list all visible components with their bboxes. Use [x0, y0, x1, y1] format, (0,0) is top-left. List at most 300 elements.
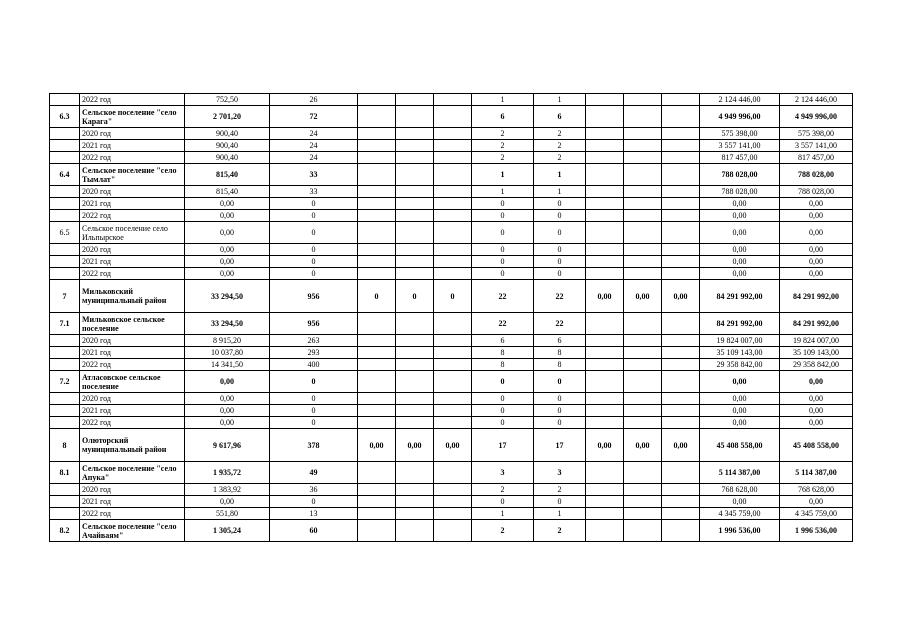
value-cell: 4 949 996,00: [780, 106, 853, 128]
value-cell: [358, 106, 396, 128]
value-cell: [624, 106, 662, 128]
value-cell: [624, 210, 662, 222]
value-cell: 3 557 141,00: [780, 140, 853, 152]
row-number-cell: [50, 417, 80, 429]
value-cell: [358, 313, 396, 335]
value-cell: 0: [270, 417, 358, 429]
value-cell: 0: [534, 198, 586, 210]
value-cell: 0: [534, 256, 586, 268]
value-cell: [586, 164, 624, 186]
value-cell: 2: [472, 140, 534, 152]
value-cell: [586, 152, 624, 164]
row-number-cell: [50, 335, 80, 347]
value-cell: 0: [270, 222, 358, 244]
value-cell: 84 291 992,00: [700, 280, 780, 313]
value-cell: [358, 152, 396, 164]
value-cell: 17: [472, 429, 534, 462]
row-name-cell: Сельское поселение село Ильпырское: [80, 222, 185, 244]
value-cell: 17: [534, 429, 586, 462]
value-cell: [662, 244, 700, 256]
value-cell: 0,00: [780, 371, 853, 393]
value-cell: 263: [270, 335, 358, 347]
value-cell: [358, 417, 396, 429]
value-cell: [358, 520, 396, 542]
value-cell: [586, 186, 624, 198]
value-cell: 788 028,00: [780, 186, 853, 198]
value-cell: [358, 198, 396, 210]
row-name-cell: 2022 год: [80, 152, 185, 164]
row-number-cell: [50, 484, 80, 496]
value-cell: 2: [534, 152, 586, 164]
value-cell: 815,40: [185, 186, 270, 198]
row-number-cell: [50, 152, 80, 164]
value-cell: [662, 508, 700, 520]
value-cell: [586, 198, 624, 210]
value-cell: 0: [472, 496, 534, 508]
value-cell: [396, 164, 434, 186]
value-cell: 0,00: [700, 496, 780, 508]
value-cell: 900,40: [185, 128, 270, 140]
value-cell: [662, 164, 700, 186]
table-row: [50, 484, 853, 496]
row-number-cell: [50, 508, 80, 520]
value-cell: 2: [472, 484, 534, 496]
value-cell: 2 701,20: [185, 106, 270, 128]
value-cell: [586, 496, 624, 508]
value-cell: [434, 152, 472, 164]
table-row: [50, 244, 853, 256]
value-cell: [434, 222, 472, 244]
value-cell: [434, 335, 472, 347]
value-cell: [624, 222, 662, 244]
table-row: [50, 335, 853, 347]
value-cell: [662, 371, 700, 393]
value-cell: [434, 244, 472, 256]
row-number-cell: [50, 186, 80, 198]
value-cell: [358, 393, 396, 405]
row-name-cell: 2021 год: [80, 405, 185, 417]
value-cell: 3: [472, 462, 534, 484]
table-row: [50, 371, 853, 393]
value-cell: 35 109 143,00: [780, 347, 853, 359]
value-cell: [434, 359, 472, 371]
table-row: [50, 256, 853, 268]
value-cell: 1: [534, 508, 586, 520]
value-cell: 788 028,00: [780, 164, 853, 186]
value-cell: [358, 94, 396, 106]
row-number-cell: [50, 210, 80, 222]
value-cell: 900,40: [185, 152, 270, 164]
value-cell: [624, 94, 662, 106]
row-number-cell: [50, 393, 80, 405]
value-cell: 0,00: [700, 393, 780, 405]
value-cell: 0,00: [700, 210, 780, 222]
table-row: [50, 186, 853, 198]
table-row: [50, 429, 853, 462]
row-name-cell: 2020 год: [80, 484, 185, 496]
row-number-cell: [50, 198, 80, 210]
value-cell: [624, 417, 662, 429]
value-cell: 0,00: [780, 198, 853, 210]
value-cell: [586, 268, 624, 280]
value-cell: [662, 347, 700, 359]
value-cell: 0,00: [586, 429, 624, 462]
value-cell: 2: [472, 520, 534, 542]
value-cell: [434, 268, 472, 280]
value-cell: [662, 393, 700, 405]
value-cell: 72: [270, 106, 358, 128]
value-cell: [662, 210, 700, 222]
value-cell: [662, 405, 700, 417]
value-cell: [434, 484, 472, 496]
value-cell: [434, 508, 472, 520]
value-cell: [586, 508, 624, 520]
value-cell: [434, 462, 472, 484]
value-cell: 1: [534, 164, 586, 186]
value-cell: 8 915,20: [185, 335, 270, 347]
value-cell: [624, 359, 662, 371]
row-number-cell: [50, 256, 80, 268]
value-cell: [396, 268, 434, 280]
value-cell: 0,00: [700, 405, 780, 417]
value-cell: [358, 244, 396, 256]
value-cell: [358, 359, 396, 371]
row-name-cell: 2022 год: [80, 268, 185, 280]
value-cell: 19 824 007,00: [780, 335, 853, 347]
row-number-cell: 6.5: [50, 222, 80, 244]
value-cell: 84 291 992,00: [700, 313, 780, 335]
value-cell: [396, 222, 434, 244]
table-row: [50, 496, 853, 508]
value-cell: [358, 256, 396, 268]
value-cell: [586, 417, 624, 429]
value-cell: [396, 152, 434, 164]
value-cell: [396, 508, 434, 520]
value-cell: [396, 256, 434, 268]
value-cell: [586, 244, 624, 256]
row-number-cell: [50, 359, 80, 371]
value-cell: 4 345 759,00: [780, 508, 853, 520]
table-row: [50, 347, 853, 359]
row-number-cell: [50, 128, 80, 140]
value-cell: [434, 186, 472, 198]
row-number-cell: 8.2: [50, 520, 80, 542]
value-cell: [358, 496, 396, 508]
row-number-cell: 7.1: [50, 313, 80, 335]
value-cell: 0: [534, 244, 586, 256]
value-cell: [586, 462, 624, 484]
table-row: [50, 164, 853, 186]
value-cell: [434, 405, 472, 417]
value-cell: [586, 371, 624, 393]
value-cell: [586, 347, 624, 359]
value-cell: 0,00: [700, 417, 780, 429]
value-cell: [396, 244, 434, 256]
value-cell: [624, 152, 662, 164]
value-cell: 0: [534, 393, 586, 405]
value-cell: 0,00: [780, 256, 853, 268]
value-cell: 0: [534, 371, 586, 393]
value-cell: 575 398,00: [780, 128, 853, 140]
row-number-cell: 7.2: [50, 371, 80, 393]
row-number-cell: [50, 496, 80, 508]
row-number-cell: [50, 347, 80, 359]
value-cell: 0,00: [185, 417, 270, 429]
table-row: [50, 198, 853, 210]
value-cell: [586, 94, 624, 106]
value-cell: [396, 520, 434, 542]
value-cell: 84 291 992,00: [780, 313, 853, 335]
value-cell: 0: [270, 256, 358, 268]
value-cell: [396, 371, 434, 393]
value-cell: [662, 186, 700, 198]
value-cell: 60: [270, 520, 358, 542]
value-cell: 2 124 446,00: [780, 94, 853, 106]
value-cell: 29 358 842,00: [780, 359, 853, 371]
value-cell: 6: [472, 335, 534, 347]
row-number-cell: 8: [50, 429, 80, 462]
value-cell: 0,00: [700, 198, 780, 210]
value-cell: [358, 268, 396, 280]
value-cell: 6: [472, 106, 534, 128]
value-cell: [624, 256, 662, 268]
value-cell: 0,00: [185, 405, 270, 417]
value-cell: 0,00: [185, 256, 270, 268]
value-cell: [434, 164, 472, 186]
value-cell: 2: [534, 128, 586, 140]
value-cell: 45 408 558,00: [700, 429, 780, 462]
value-cell: 2: [534, 140, 586, 152]
value-cell: 956: [270, 280, 358, 313]
value-cell: [396, 484, 434, 496]
value-cell: 2: [472, 128, 534, 140]
table-row: [50, 94, 853, 106]
value-cell: [358, 371, 396, 393]
value-cell: [586, 256, 624, 268]
value-cell: 0,00: [662, 429, 700, 462]
table-row: [50, 268, 853, 280]
value-cell: [662, 152, 700, 164]
value-cell: 768 628,00: [700, 484, 780, 496]
value-cell: 33 294,50: [185, 280, 270, 313]
value-cell: 0,00: [185, 244, 270, 256]
value-cell: 752,50: [185, 94, 270, 106]
row-name-cell: Сельское поселение "село Апука": [80, 462, 185, 484]
value-cell: 0,00: [700, 371, 780, 393]
value-cell: [396, 313, 434, 335]
row-name-cell: 2020 год: [80, 186, 185, 198]
value-cell: 0: [472, 256, 534, 268]
value-cell: [358, 508, 396, 520]
row-name-cell: 2022 год: [80, 508, 185, 520]
value-cell: 33 294,50: [185, 313, 270, 335]
value-cell: 0,00: [185, 198, 270, 210]
value-cell: 0,00: [700, 268, 780, 280]
value-cell: [396, 335, 434, 347]
row-name-cell: 2020 год: [80, 335, 185, 347]
value-cell: [662, 484, 700, 496]
value-cell: [358, 347, 396, 359]
value-cell: [434, 94, 472, 106]
value-cell: 956: [270, 313, 358, 335]
value-cell: 0: [534, 222, 586, 244]
value-cell: 575 398,00: [700, 128, 780, 140]
value-cell: 0: [270, 268, 358, 280]
value-cell: [396, 198, 434, 210]
value-cell: 0,00: [185, 210, 270, 222]
value-cell: 0,00: [185, 222, 270, 244]
row-name-cell: 2020 год: [80, 128, 185, 140]
value-cell: 0: [434, 280, 472, 313]
data-table: [49, 93, 853, 542]
value-cell: [434, 198, 472, 210]
value-cell: 8: [472, 347, 534, 359]
value-cell: 0: [534, 417, 586, 429]
value-cell: 10 037,80: [185, 347, 270, 359]
value-cell: 817 457,00: [780, 152, 853, 164]
value-cell: [624, 335, 662, 347]
value-cell: 0: [358, 280, 396, 313]
value-cell: 788 028,00: [700, 164, 780, 186]
row-name-cell: 2021 год: [80, 256, 185, 268]
value-cell: 0: [534, 405, 586, 417]
value-cell: 0,00: [780, 210, 853, 222]
value-cell: 3: [534, 462, 586, 484]
value-cell: [662, 417, 700, 429]
value-cell: 1 996 536,00: [780, 520, 853, 542]
value-cell: 22: [472, 313, 534, 335]
table-row: [50, 359, 853, 371]
row-number-cell: [50, 405, 80, 417]
table-row: [50, 152, 853, 164]
value-cell: 6: [534, 335, 586, 347]
value-cell: 1: [472, 186, 534, 198]
value-cell: 36: [270, 484, 358, 496]
value-cell: [586, 359, 624, 371]
value-cell: 14 341,50: [185, 359, 270, 371]
table-row: [50, 313, 853, 335]
row-name-cell: 2022 год: [80, 359, 185, 371]
value-cell: [396, 405, 434, 417]
value-cell: 1 383,92: [185, 484, 270, 496]
value-cell: 293: [270, 347, 358, 359]
value-cell: [624, 484, 662, 496]
table-row: [50, 280, 853, 313]
row-name-cell: Мильковский муниципальный район: [80, 280, 185, 313]
table-row: [50, 222, 853, 244]
table-row: [50, 210, 853, 222]
value-cell: 0: [472, 417, 534, 429]
value-cell: 1 305,24: [185, 520, 270, 542]
value-cell: [624, 496, 662, 508]
table-row: [50, 393, 853, 405]
value-cell: [662, 520, 700, 542]
table-row: [50, 508, 853, 520]
value-cell: [358, 186, 396, 198]
value-cell: 768 628,00: [780, 484, 853, 496]
value-cell: [624, 462, 662, 484]
value-cell: [624, 268, 662, 280]
value-cell: 0: [534, 210, 586, 222]
value-cell: [396, 359, 434, 371]
value-cell: 8: [534, 347, 586, 359]
value-cell: [662, 140, 700, 152]
value-cell: 0: [472, 405, 534, 417]
value-cell: 0,00: [358, 429, 396, 462]
value-cell: [586, 210, 624, 222]
value-cell: 6: [534, 106, 586, 128]
value-cell: [624, 244, 662, 256]
value-cell: 0,00: [185, 496, 270, 508]
value-cell: [396, 393, 434, 405]
value-cell: 815,40: [185, 164, 270, 186]
value-cell: [586, 484, 624, 496]
row-number-cell: [50, 140, 80, 152]
value-cell: [624, 371, 662, 393]
value-cell: [586, 520, 624, 542]
row-name-cell: Олюторский муниципальный район: [80, 429, 185, 462]
value-cell: [586, 405, 624, 417]
value-cell: 0: [472, 371, 534, 393]
value-cell: 0,00: [700, 256, 780, 268]
row-name-cell: 2021 год: [80, 140, 185, 152]
value-cell: [358, 128, 396, 140]
value-cell: [358, 210, 396, 222]
value-cell: 1: [472, 164, 534, 186]
value-cell: 0: [534, 268, 586, 280]
value-cell: [662, 222, 700, 244]
table-row: [50, 520, 853, 542]
value-cell: [358, 484, 396, 496]
value-cell: [434, 417, 472, 429]
value-cell: 0: [534, 496, 586, 508]
value-cell: 26: [270, 94, 358, 106]
value-cell: 0,00: [780, 268, 853, 280]
value-cell: 2: [534, 484, 586, 496]
value-cell: [624, 140, 662, 152]
value-cell: 2: [534, 520, 586, 542]
row-name-cell: Атласовское сельское поселение: [80, 371, 185, 393]
value-cell: 0: [270, 198, 358, 210]
table-row: [50, 417, 853, 429]
value-cell: 378: [270, 429, 358, 462]
value-cell: 33: [270, 186, 358, 198]
value-cell: 0,00: [185, 393, 270, 405]
value-cell: [624, 313, 662, 335]
value-cell: [396, 417, 434, 429]
value-cell: 4 345 759,00: [700, 508, 780, 520]
value-cell: 22: [534, 280, 586, 313]
value-cell: [358, 164, 396, 186]
value-cell: [662, 462, 700, 484]
value-cell: [662, 359, 700, 371]
value-cell: 0: [472, 393, 534, 405]
value-cell: [434, 371, 472, 393]
value-cell: [662, 198, 700, 210]
value-cell: 1: [472, 508, 534, 520]
row-number-cell: [50, 94, 80, 106]
value-cell: 0,00: [434, 429, 472, 462]
row-number-cell: 7: [50, 280, 80, 313]
value-cell: 817 457,00: [700, 152, 780, 164]
value-cell: 8: [534, 359, 586, 371]
value-cell: 84 291 992,00: [780, 280, 853, 313]
value-cell: [624, 393, 662, 405]
value-cell: [434, 210, 472, 222]
value-cell: [662, 256, 700, 268]
value-cell: 0: [270, 210, 358, 222]
value-cell: 8: [472, 359, 534, 371]
